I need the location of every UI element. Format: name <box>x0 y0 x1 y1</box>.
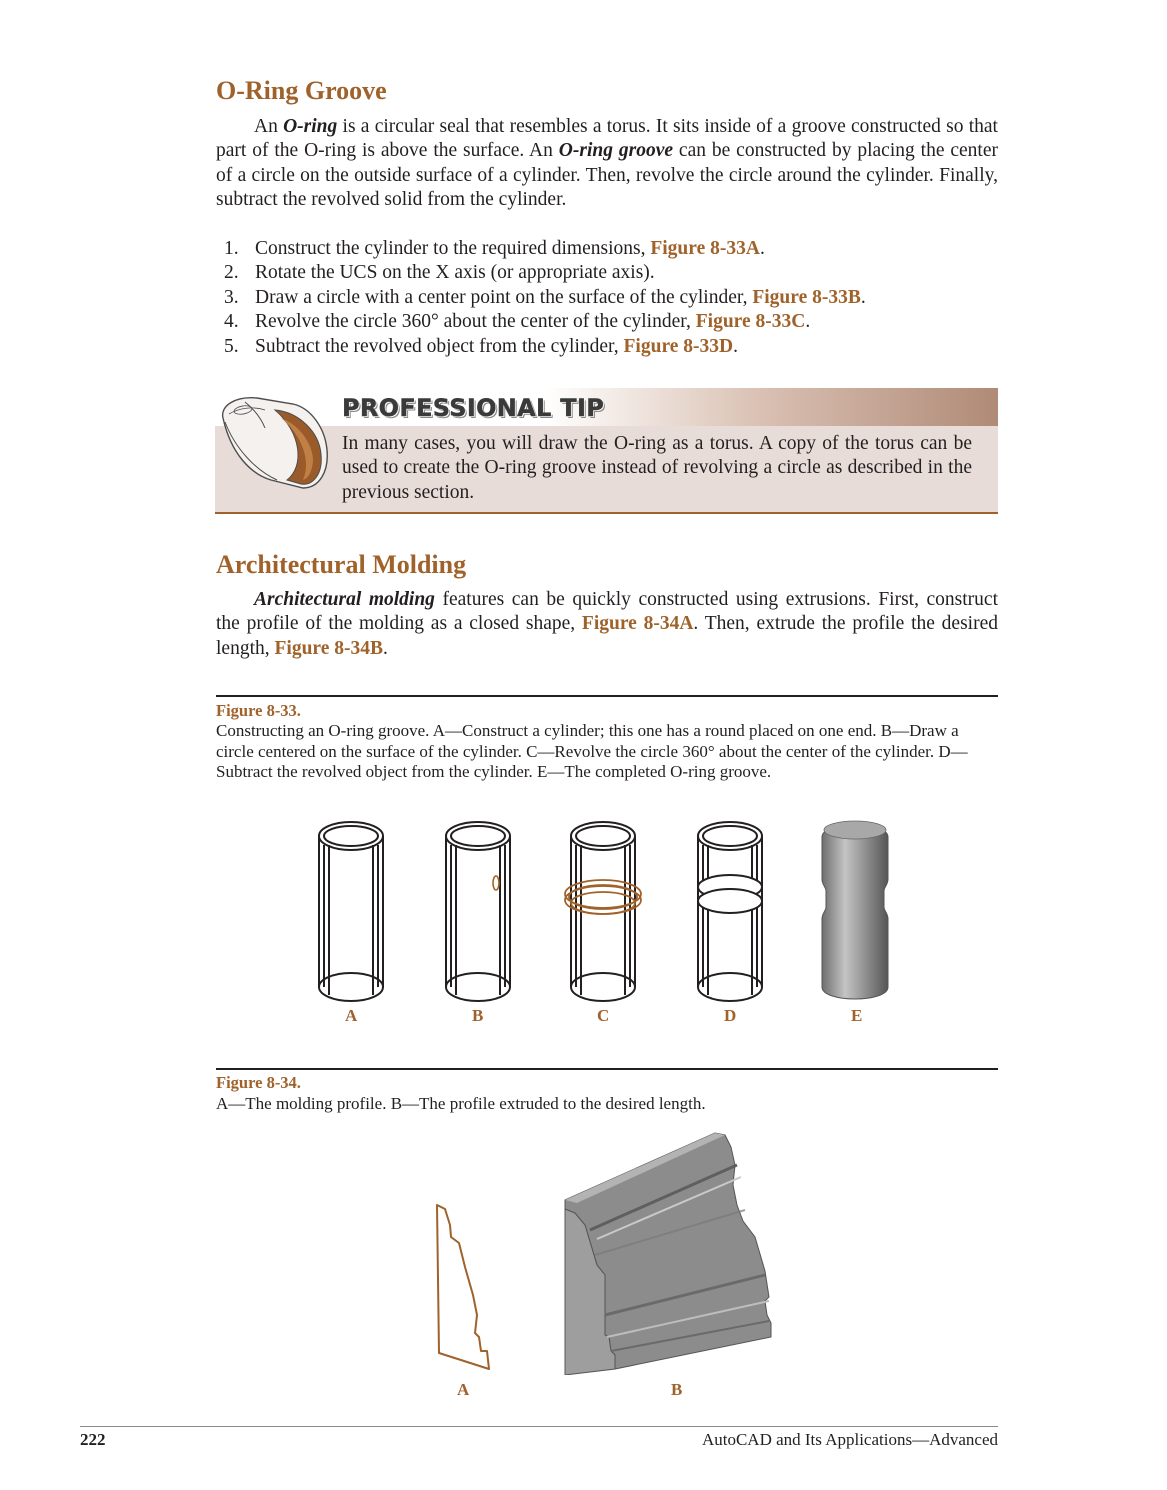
term-o-ring: O-ring <box>283 116 338 137</box>
step-item: 1. Construct the cylinder to the required dimensions, Figure 8-33A. <box>224 238 765 259</box>
molding-paragraph: Architectural molding features can be quickly constructed using extrusions. First, construct the profile of the molding as a closed shape, Figure 8-34A. Then, extrude the profile the desired length, Figure 8-34B. <box>216 589 998 659</box>
term-architectural-molding: Architectural molding <box>254 589 435 610</box>
heading-o-ring-groove: O-Ring Groove <box>216 76 387 105</box>
figure-33-caption: Constructing an O-ring groove. A—Construct a cylinder; this one has a round placed on one end. B—Draw a circle centered on the surface of the cylinder. C—Revolve the circle 360° about the center of the cylinder. D—Subtract the revolved object from the cylinder. E—The completed O-ring groove. <box>216 721 968 781</box>
panel-label-a: A <box>345 1006 358 1025</box>
step-item: 2. Rotate the UCS on the X axis (or appropriate axis). <box>224 262 655 284</box>
page-number: 222 <box>80 1430 106 1449</box>
figure-ref[interactable]: Figure 8-33D <box>623 335 734 357</box>
steps-list <box>216 237 998 359</box>
figure-rule <box>216 1068 998 1070</box>
term-o-ring-groove: O-ring groove <box>558 140 674 162</box>
panel-label-c: C <box>597 1006 610 1025</box>
panel-label-d: D <box>724 1006 737 1025</box>
panel-label-a: A <box>457 1380 470 1399</box>
step-item: 5. Subtract the revolved object from the cylinder, Figure 8-33D. <box>224 335 738 357</box>
book-title: AutoCAD and Its Applications—Advanced <box>701 1430 998 1449</box>
figure-33-illustration <box>300 815 920 1005</box>
figure-34-illustration <box>425 1125 785 1375</box>
cylinder-e-rendering <box>822 821 888 999</box>
figure-ref[interactable]: Figure 8-34A <box>581 613 694 635</box>
figure-34-caption: A—The molding profile. B—The profile extruded to the desired length. <box>216 1094 706 1113</box>
figure-rule <box>216 695 998 697</box>
figure-33-label: Figure 8-33. <box>216 701 301 720</box>
cylinder-b-drawing <box>446 822 510 1001</box>
figure-ref[interactable]: Figure 8-33A <box>650 238 760 259</box>
panel-label-e: E <box>851 1006 863 1025</box>
o-ring-paragraph: An O-ring is a circular seal that resembles a torus. It sits inside of a groove constructed so that part of the O-ring is above the surface. An O-ring groove can be constructed by placing the center of a circle on the outside surface of a cylinder. Then, revolve the circle around the cylinder. Finally, subtract the revolved solid from the cylinder. <box>216 116 999 211</box>
cylinder-c-drawing <box>565 822 641 1001</box>
professional-tip-box <box>215 388 998 514</box>
cylinder-d-drawing <box>698 822 762 1001</box>
figure-ref[interactable]: Figure 8-34B <box>274 637 384 659</box>
panel-label-b: B <box>671 1380 683 1399</box>
figure-34-label: Figure 8-34. <box>216 1073 301 1092</box>
footer-rule <box>80 1426 998 1427</box>
figure-ref[interactable]: Figure 8-33B <box>752 286 861 308</box>
mouse-icon <box>215 388 340 512</box>
step-item: 3. Draw a circle with a center point on the surface of the cylinder, Figure 8-33B. <box>224 286 866 308</box>
tip-body: In many cases, you will draw the O-ring as a torus. A copy of the torus can be used to create the O-ring groove instead of revolving a circle as described in the previous section. <box>342 433 972 503</box>
step-item: 4. Revolve the circle 360° about the center of the cylinder, Figure 8-33C. <box>224 311 811 333</box>
tip-title: PROFESSIONAL TIP <box>342 394 605 422</box>
molding-extrusion-solid <box>565 1133 771 1375</box>
molding-profile-outline <box>437 1205 489 1369</box>
figure-ref[interactable]: Figure 8-33C <box>695 311 806 333</box>
cylinder-a-drawing <box>319 822 383 1001</box>
heading-architectural-molding: Architectural Molding <box>216 550 467 579</box>
panel-label-b: B <box>472 1006 484 1025</box>
